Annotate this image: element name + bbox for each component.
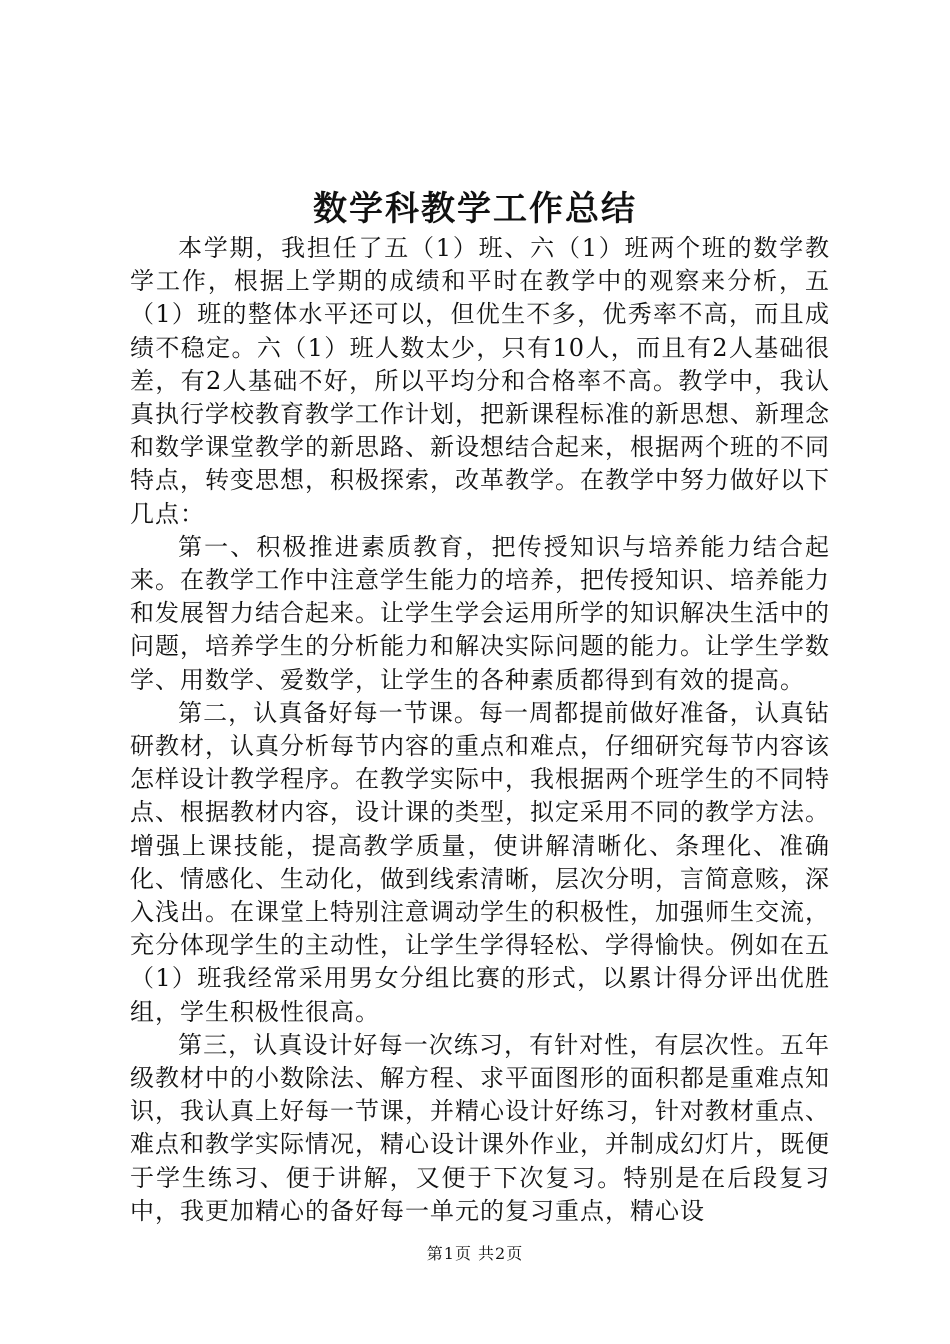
paragraph-point-one: 第一、积极推进素质教育，把传授知识与培养能力结合起来。在教学工作中注意学生能力的培养，把传授知识、培养能力和发展智力结合起来。让学生学会运用所学的知识解决生活中的问题，培养学生的分析能力和解决实际问题的能力。让学生学数学、用数学、爱数学，让学生的各种素质都得到有效的提高。 (130, 532, 830, 694)
document-body (130, 232, 830, 1228)
document-title: 数学科教学工作总结 (313, 189, 637, 229)
paragraph-point-three: 第三，认真设计好每一次练习，有针对性，有层次性。五年级教材中的小数除法、解方程、求平面图形的面积都是重难点知识，我认真上好每一节课，并精心设计好练习，针对教材重点、难点和教学实际情况，精心设计课外作业，并制成幻灯片，既便于学生练习、便于讲解，又便于下次复习。特别是在后段复习中，我更加精心的备好每一单元的复习重点，精心设 (130, 1030, 830, 1225)
paragraph-intro: 本学期，我担任了五（1）班、六（1）班两个班的数学教学工作，根据上学期的成绩和平时在教学中的观察来分析，五（1）班的整体水平还可以，但优生不多，优秀率不高，而且成绩不稳定。六（1）班人数太少，只有10人，而且有2人基础很差，有2人基础不好，所以平均分和合格率不高。教学中，我认真执行学校教育教学工作计划，把新课程标准的新思想、新理念和数学课堂教学的新思路、新设想结合起来，根据两个班的不同特点，转变思想，积极探索，改革教学。在教学中努力做好以下几点： (130, 234, 830, 528)
page-number-footer: 第1页 共2页 (426, 1244, 524, 1263)
paragraph-point-two: 第二，认真备好每一节课。每一周都提前做好准备，认真钻研教材，认真分析每节内容的重点和难点，仔细研究每节内容该怎样设计教学程序。在教学实际中，我根据两个班学生的不同特点、根据教材内容，设计课的类型，拟定采用不同的教学方法。增强上课技能，提高教学质量，使讲解清晰化、条理化、准确化、情感化、生动化，做到线索清晰，层次分明，言简意赅，深入浅出。在课堂上特别注意调动学生的积极性，加强师生交流，充分体现学生的主动性，让学生学得轻松、学得愉快。例如在五（1）班我经常采用男女分组比赛的形式，以累计得分评出优胜组，学生积极性很高。 (130, 698, 830, 1026)
